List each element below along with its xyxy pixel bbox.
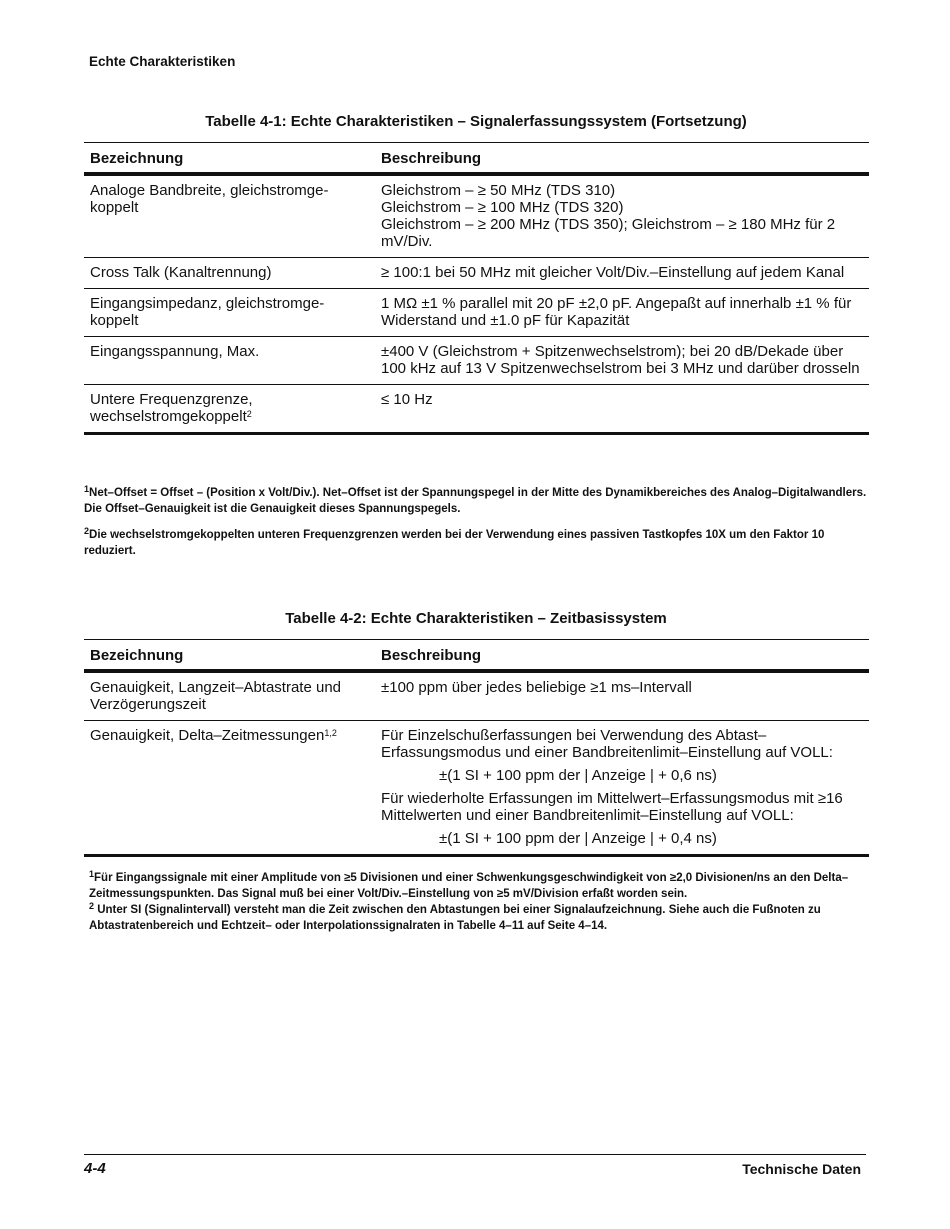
- page-number: 4-4: [84, 1160, 106, 1177]
- footnote-text: Die wechselstromgekoppelten unteren Frequenzgrenzen werden bei der Verwendung eines passiven Tastkopfes 10X um den Faktor 10 reduziert.: [84, 529, 825, 557]
- table-row: [84, 174, 869, 258]
- row-description: ±400 V (Gleichstrom + Spitzenwechselstrom); bei 20 dB/Dekade über 100 kHz auf 13 V Spitzenwechselstrom bei 3 MHz und darüber drosseln: [375, 337, 869, 385]
- row-name: Analoge Bandbreite, gleichstromge-koppelt: [84, 174, 375, 258]
- row-description: ±100 ppm über jedes beliebige ≥1 ms–Intervall: [375, 671, 869, 721]
- footnote-ref: 1,2: [324, 728, 337, 738]
- row-name: Eingangsspannung, Max.: [84, 337, 375, 385]
- desc-paragraph: Für Einzelschußerfassungen bei Verwendung des Abtast–Erfassungsmodus und einer Bandbreitenlimit–Einstellung auf VOLL:: [381, 727, 833, 761]
- desc-line: Gleichstrom – ≥ 100 MHz (TDS 320): [381, 199, 624, 216]
- footnote-text: Unter SI (Signalintervall) versteht man die Zeit zwischen den Abtastungen bei einer Signalaufzeichnung. Siehe auch die Fußnoten zu Abtastratenbereich und Echtzeit– oder Interpolationssignalraten in Tabelle 4–11 auf Seite 4–14.: [89, 904, 821, 932]
- row-name: [84, 385, 375, 434]
- formula: ±(1 SI + 100 ppm der | Anzeige | + 0,6 ns): [439, 767, 717, 784]
- footer-rule: [84, 1154, 866, 1155]
- row-description: [375, 174, 869, 258]
- table1-caption: Tabelle 4-1: Echte Charakteristiken – Signalerfassungssystem (Fortsetzung): [205, 113, 747, 130]
- row-name: Eingangsimpedanz, gleichstromge-koppelt: [84, 289, 375, 337]
- footnote-ref: 2: [246, 409, 252, 419]
- formula: ±(1 SI + 100 ppm der | Anzeige | + 0,4 ns): [439, 830, 717, 847]
- row-name: Genauigkeit, Langzeit–Abtastrate und Verzögerungszeit: [84, 671, 375, 721]
- table-row: [84, 337, 869, 385]
- row-description: 1 MΩ ±1 % parallel mit 20 pF ±2,0 pF. Angepaßt auf innerhalb ±1 % für Widerstand und ±1.0 pF für Kapazität: [375, 289, 869, 337]
- row-name: [84, 721, 375, 856]
- row-description: ≤ 10 Hz: [375, 385, 869, 434]
- row-description: [375, 721, 869, 856]
- row-name-text: Untere Frequenzgrenze, wechselstromgekoppelt: [90, 391, 253, 425]
- footnote-text: Für Eingangssignale mit einer Amplitude von ≥5 Divisionen und einer Schwenkungsgeschwindigkeit von ≥2,0 Divisionen/ns an den Delta–Zeitmessungspunkten. Das Signal muß bei einer Volt/Div.–Einstellung von ≥5 mV/Division erfaßt worden sein.: [89, 872, 849, 900]
- desc-line: Gleichstrom – ≥ 50 MHz (TDS 310): [381, 182, 616, 199]
- table-row: [84, 258, 869, 289]
- row-description: ≥ 100:1 bei 50 MHz mit gleicher Volt/Div.–Einstellung auf jedem Kanal: [375, 258, 869, 289]
- table2-caption: Tabelle 4-2: Echte Charakteristiken – Zeitbasissystem: [285, 610, 667, 627]
- footnote-mark: 2: [84, 526, 90, 536]
- table-row: [84, 721, 869, 856]
- desc-line: Gleichstrom – ≥ 200 MHz (TDS 350); Gleichstrom – ≥ 180 MHz für 2 mV/Div.: [381, 216, 836, 250]
- row-name: Cross Talk (Kanaltrennung): [84, 258, 375, 289]
- table-row: [84, 385, 869, 434]
- table2-header-bezeichnung: Bezeichnung: [84, 640, 375, 672]
- desc-paragraph: Für wiederholte Erfassungen im Mittelwert–Erfassungsmodus mit ≥16 Mittelwerten und einer Bandbreitenlimit–Einstellung auf VOLL:: [381, 790, 843, 824]
- table2-footnotes: [89, 870, 867, 934]
- table1-header-bezeichnung: Bezeichnung: [84, 143, 375, 175]
- table-row: [84, 671, 869, 721]
- table1-header-beschreibung: Beschreibung: [375, 143, 869, 175]
- footnote-mark: 1: [89, 869, 95, 879]
- footnote-mark: 2: [89, 901, 95, 911]
- footer-title: Technische Daten: [742, 1161, 861, 1177]
- footnote-text: Net–Offset = Offset – (Position x Volt/Div.). Net–Offset ist der Spannungspegel in der Mitte des Dynamikbereiches des Analog–Digitalwandlers. Die Offset–Genauigkeit ist die Genauigkeit dieses Spannungspegels.: [84, 487, 867, 515]
- footnote-mark: 1: [84, 484, 90, 494]
- table2-header-beschreibung: Beschreibung: [375, 640, 869, 672]
- table1-footnotes: [84, 485, 869, 559]
- table1: [84, 142, 869, 435]
- table2: [84, 639, 869, 857]
- running-header: Echte Charakteristiken: [89, 54, 236, 69]
- table-row: [84, 289, 869, 337]
- row-name-text: Genauigkeit, Delta–Zeitmessungen: [90, 727, 325, 744]
